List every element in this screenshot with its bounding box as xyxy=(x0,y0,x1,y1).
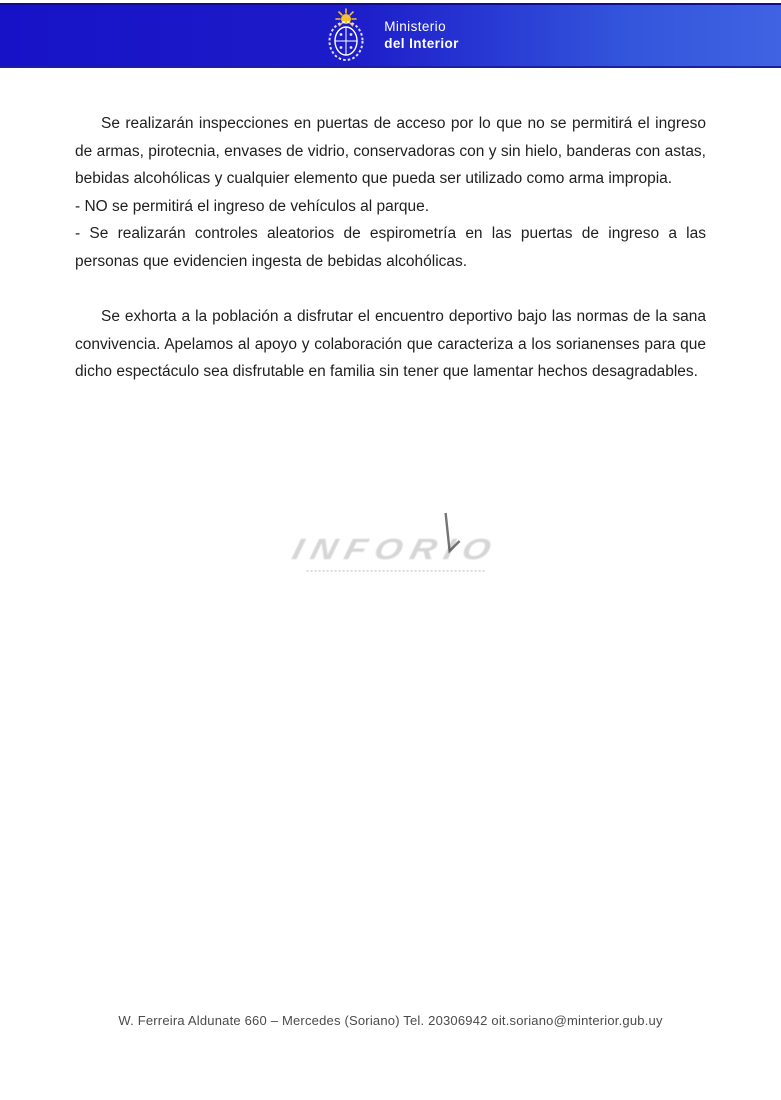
document-body xyxy=(75,110,706,386)
coat-of-arms-icon xyxy=(322,8,370,64)
ministry-name xyxy=(384,19,459,51)
paragraph-exhortation: Se exhorta a la población a disfrutar el encuentro deportivo bajo las normas de la sana convivencia. Apelamos al apoyo y colaboración que caracteriza a los sorianenses para que dicho espectáculo sea disfrutable en familia sin tener que lamentar hechos desagradables. xyxy=(75,308,706,381)
watermark-logo xyxy=(280,533,510,572)
watermark-text: INFORIO xyxy=(288,533,502,566)
ministry-name-line2: del Interior xyxy=(384,35,459,51)
paragraph-inspections: Se realizarán inspecciones en puertas de acceso por lo que no se permitirá el ingreso de armas, pirotecnia, envases de vidrio, conservadoras con y sin hielo, banderas con astas, bebidas alcohólicas y cualquier elemento que pueda ser utilizado como arma impropia. xyxy=(75,115,706,188)
header-band xyxy=(0,3,781,68)
ministry-name-line1: Ministerio xyxy=(384,19,446,35)
bullet-breathalyzer: - Se realizarán controles aleatorios de espirometría en las puertas de ingreso a las personas que evidencien ingesta de bebidas alcohólicas. xyxy=(75,225,706,270)
watermark-pen-stroke-icon xyxy=(438,511,462,563)
watermark-tagline xyxy=(306,570,484,572)
bullet-no-vehicles: - NO se permitirá el ingreso de vehículos al parque. xyxy=(75,197,430,215)
ministry-logo xyxy=(322,8,459,64)
footer-address: W. Ferreira Aldunate 660 – Mercedes (Soriano) Tel. 20306942 oit.soriano@minterior.gub.uy xyxy=(118,1013,663,1028)
